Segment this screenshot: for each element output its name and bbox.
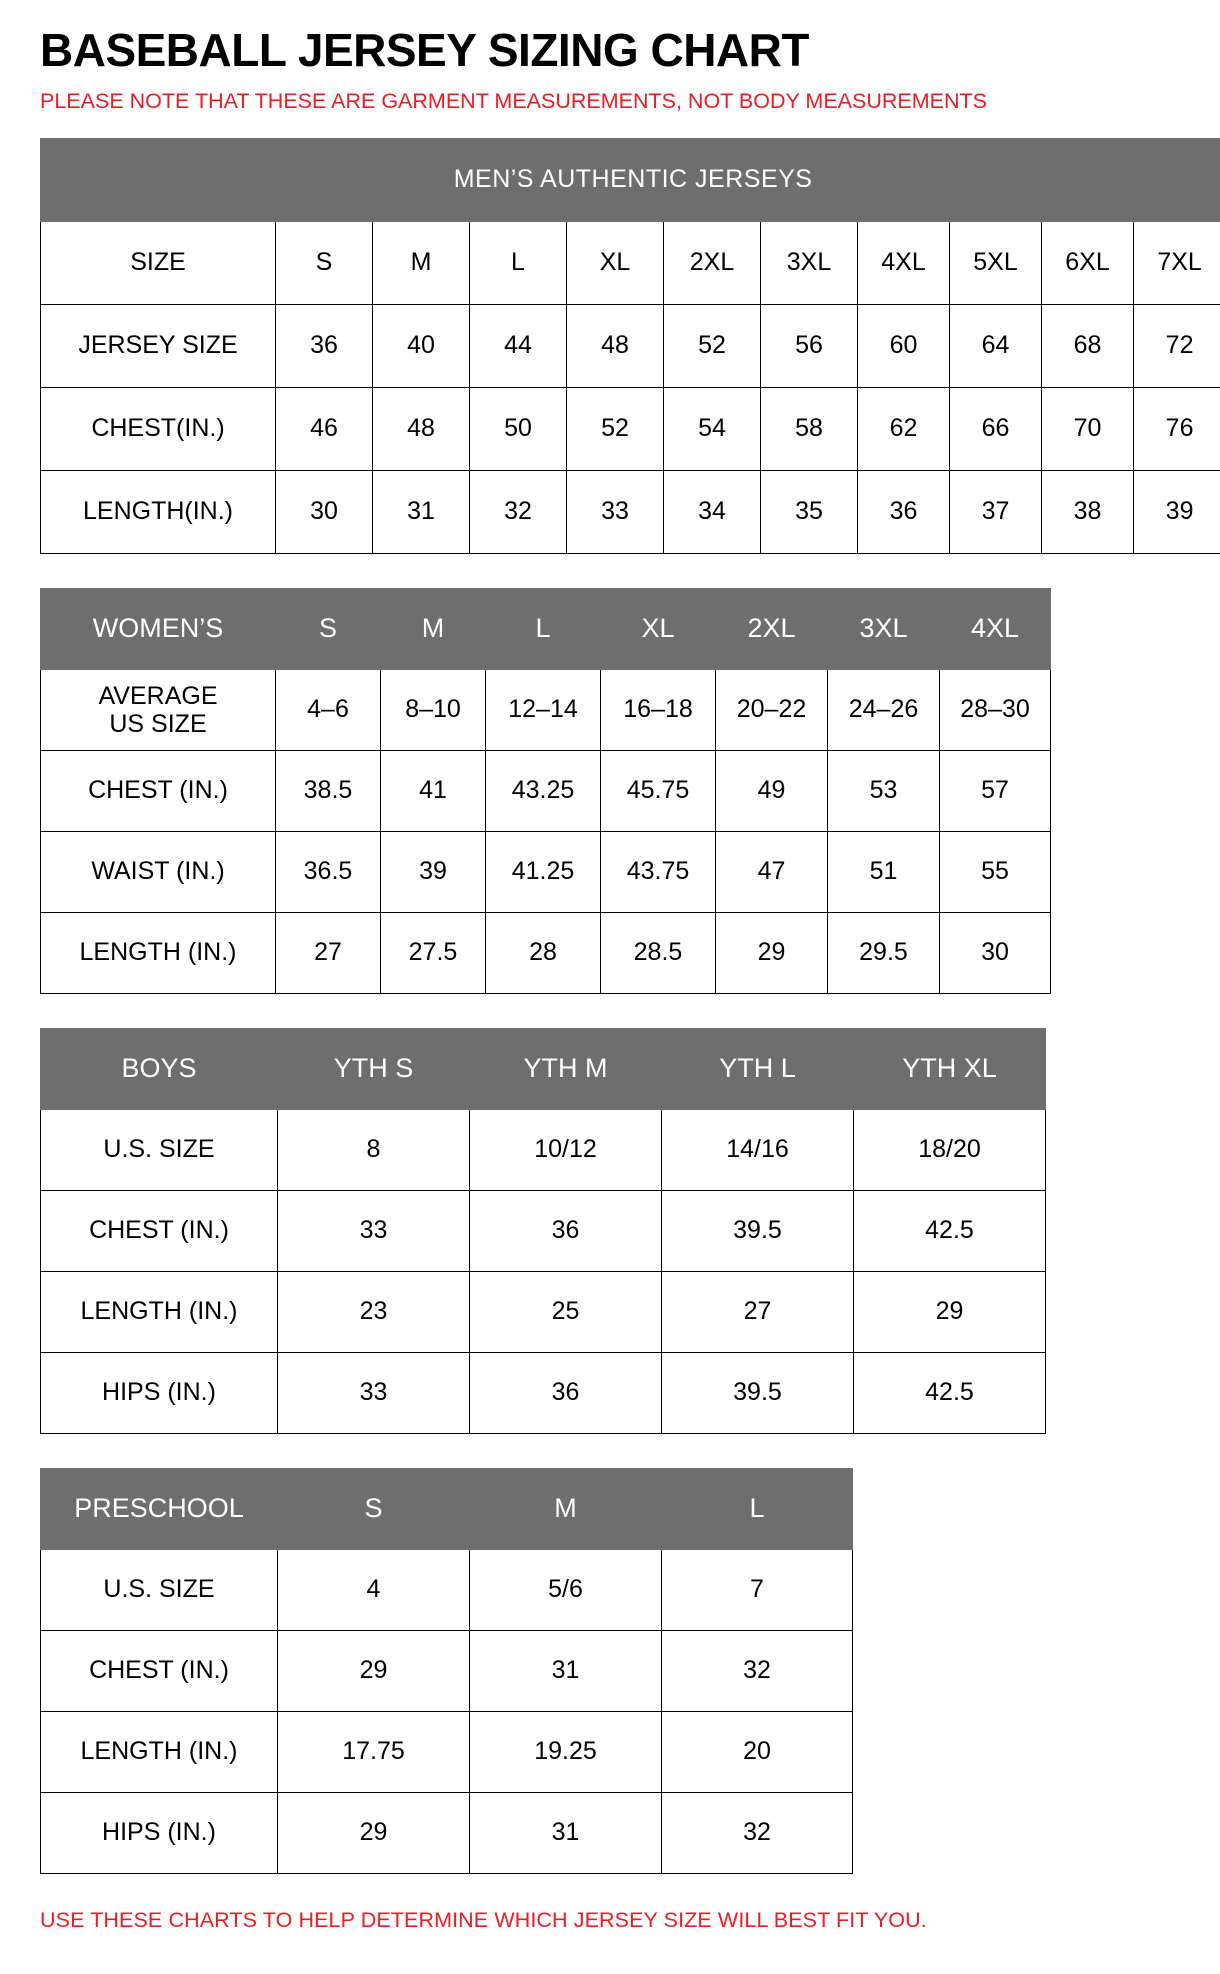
cell: 42.5: [854, 1190, 1046, 1271]
cell: 23: [278, 1271, 470, 1352]
row-label: LENGTH (IN.): [41, 1271, 278, 1352]
row-label: JERSEY SIZE: [41, 304, 276, 387]
cell: 36.5: [276, 831, 381, 912]
cell: 35: [761, 470, 858, 553]
cell: 27: [662, 1271, 854, 1352]
table-row: [41, 1630, 853, 1711]
cell: 53: [828, 750, 940, 831]
row-label: CHEST(IN.): [41, 387, 276, 470]
table-row: [41, 1109, 1046, 1190]
cell: 27: [276, 912, 381, 993]
row-label: LENGTH(IN.): [41, 470, 276, 553]
cell: 27.5: [381, 912, 486, 993]
row-label: LENGTH (IN.): [41, 1711, 278, 1792]
boys-header-row: [41, 1028, 1046, 1109]
cell: 4XL: [858, 221, 950, 304]
cell: 4: [278, 1549, 470, 1630]
row-label: U.S. SIZE: [41, 1109, 278, 1190]
cell: 48: [373, 387, 470, 470]
cell: 76: [1134, 387, 1220, 470]
row-label: CHEST (IN.): [41, 750, 276, 831]
cell: 7: [662, 1549, 853, 1630]
cell: 72: [1134, 304, 1220, 387]
cell: 20: [662, 1711, 853, 1792]
cell: 52: [567, 387, 664, 470]
column-header: S: [276, 588, 381, 669]
cell: 37: [950, 470, 1042, 553]
table-row: [41, 669, 1051, 750]
boys-sizing-table: [40, 1028, 1046, 1434]
row-label: [41, 669, 276, 750]
cell: 36: [858, 470, 950, 553]
cell: 31: [470, 1792, 662, 1873]
mens-sizing-table: [40, 138, 1220, 554]
cell: 33: [278, 1352, 470, 1433]
cell: 29: [278, 1792, 470, 1873]
cell: 39: [1134, 470, 1220, 553]
cell: S: [276, 221, 373, 304]
cell: 28.5: [601, 912, 716, 993]
column-header: M: [381, 588, 486, 669]
cell: 43.25: [486, 750, 601, 831]
column-header: 3XL: [828, 588, 940, 669]
cell: 31: [470, 1630, 662, 1711]
preschool-sizing-table: [40, 1468, 853, 1874]
table-row: [41, 1711, 853, 1792]
cell: 32: [470, 470, 567, 553]
table-row: [41, 1271, 1046, 1352]
table-row: [41, 750, 1051, 831]
column-header: XL: [601, 588, 716, 669]
cell: 55: [940, 831, 1051, 912]
cell: 32: [662, 1792, 853, 1873]
cell: 5/6: [470, 1549, 662, 1630]
cell: L: [470, 221, 567, 304]
table-row: [41, 831, 1051, 912]
cell: 16–18: [601, 669, 716, 750]
cell: 38.5: [276, 750, 381, 831]
cell: 47: [716, 831, 828, 912]
cell: 14/16: [662, 1109, 854, 1190]
column-header: YTH M: [470, 1028, 662, 1109]
womens-header-label: WOMEN’S: [41, 588, 276, 669]
cell: 50: [470, 387, 567, 470]
cell: 48: [567, 304, 664, 387]
cell: 42.5: [854, 1352, 1046, 1433]
cell: 52: [664, 304, 761, 387]
cell: 10/12: [470, 1109, 662, 1190]
cell: 64: [950, 304, 1042, 387]
row-label: HIPS (IN.): [41, 1352, 278, 1433]
womens-sizing-table: [40, 588, 1051, 994]
boys-header-label: BOYS: [41, 1028, 278, 1109]
cell: 39.5: [662, 1190, 854, 1271]
cell: 12–14: [486, 669, 601, 750]
row-label: WAIST (IN.): [41, 831, 276, 912]
cell: 49: [716, 750, 828, 831]
page-title: BASEBALL JERSEY SIZING CHART: [40, 24, 809, 76]
cell: 2XL: [664, 221, 761, 304]
cell: 6XL: [1042, 221, 1134, 304]
mens-banner-label: MEN’S AUTHENTIC JERSEYS: [41, 138, 1220, 221]
cell: 29.5: [828, 912, 940, 993]
cell: 19.25: [470, 1711, 662, 1792]
cell: 8–10: [381, 669, 486, 750]
cell: 18/20: [854, 1109, 1046, 1190]
row-label: CHEST (IN.): [41, 1190, 278, 1271]
preschool-header-row: [41, 1468, 853, 1549]
cell: 4–6: [276, 669, 381, 750]
column-header: 4XL: [940, 588, 1051, 669]
cell: 62: [858, 387, 950, 470]
cell: 17.75: [278, 1711, 470, 1792]
mens-banner-row: [41, 138, 1220, 221]
column-header: 2XL: [716, 588, 828, 669]
row-label: U.S. SIZE: [41, 1549, 278, 1630]
column-header: S: [278, 1468, 470, 1549]
preschool-header-label: PRESCHOOL: [41, 1468, 278, 1549]
cell: 29: [716, 912, 828, 993]
cell: 51: [828, 831, 940, 912]
column-header: YTH S: [278, 1028, 470, 1109]
cell: 3XL: [761, 221, 858, 304]
row-label: CHEST (IN.): [41, 1630, 278, 1711]
table-row: [41, 221, 1220, 304]
table-row: [41, 1352, 1046, 1433]
table-row: [41, 387, 1220, 470]
cell: 36: [276, 304, 373, 387]
footer-note: USE THESE CHARTS TO HELP DETERMINE WHICH JERSEY SIZE WILL BEST FIT YOU.: [40, 1907, 927, 1932]
cell: 31: [373, 470, 470, 553]
table-row: [41, 304, 1220, 387]
cell: 33: [567, 470, 664, 553]
cell: 29: [854, 1271, 1046, 1352]
cell: 56: [761, 304, 858, 387]
row-label-line1: AVERAGE: [98, 681, 218, 710]
cell: 30: [940, 912, 1051, 993]
table-row: [41, 470, 1220, 553]
row-label-line2: US SIZE: [109, 709, 207, 738]
cell: 5XL: [950, 221, 1042, 304]
column-header: YTH L: [662, 1028, 854, 1109]
row-label: LENGTH (IN.): [41, 912, 276, 993]
cell: 43.75: [601, 831, 716, 912]
column-header: L: [662, 1468, 853, 1549]
cell: 32: [662, 1630, 853, 1711]
cell: 36: [470, 1352, 662, 1433]
cell: XL: [567, 221, 664, 304]
table-row: [41, 912, 1051, 993]
cell: 58: [761, 387, 858, 470]
cell: 45.75: [601, 750, 716, 831]
garment-measurement-note: PLEASE NOTE THAT THESE ARE GARMENT MEASUREMENTS, NOT BODY MEASUREMENTS: [40, 89, 987, 114]
cell: 40: [373, 304, 470, 387]
cell: 7XL: [1134, 221, 1220, 304]
column-header: M: [470, 1468, 662, 1549]
cell: 41.25: [486, 831, 601, 912]
cell: M: [373, 221, 470, 304]
cell: 28–30: [940, 669, 1051, 750]
cell: 25: [470, 1271, 662, 1352]
cell: 39.5: [662, 1352, 854, 1433]
cell: 70: [1042, 387, 1134, 470]
cell: 33: [278, 1190, 470, 1271]
row-label: HIPS (IN.): [41, 1792, 278, 1873]
cell: 38: [1042, 470, 1134, 553]
table-row: [41, 1190, 1046, 1271]
womens-header-row: [41, 588, 1051, 669]
table-row: [41, 1792, 853, 1873]
cell: 41: [381, 750, 486, 831]
table-row: [41, 1549, 853, 1630]
cell: 39: [381, 831, 486, 912]
cell: 28: [486, 912, 601, 993]
cell: 20–22: [716, 669, 828, 750]
cell: 46: [276, 387, 373, 470]
cell: 30: [276, 470, 373, 553]
cell: 54: [664, 387, 761, 470]
cell: 24–26: [828, 669, 940, 750]
column-header: L: [486, 588, 601, 669]
cell: 36: [470, 1190, 662, 1271]
column-header: YTH XL: [854, 1028, 1046, 1109]
cell: 57: [940, 750, 1051, 831]
cell: 68: [1042, 304, 1134, 387]
cell: 60: [858, 304, 950, 387]
cell: 44: [470, 304, 567, 387]
cell: 34: [664, 470, 761, 553]
cell: 8: [278, 1109, 470, 1190]
row-label: SIZE: [41, 221, 276, 304]
cell: 29: [278, 1630, 470, 1711]
cell: 66: [950, 387, 1042, 470]
